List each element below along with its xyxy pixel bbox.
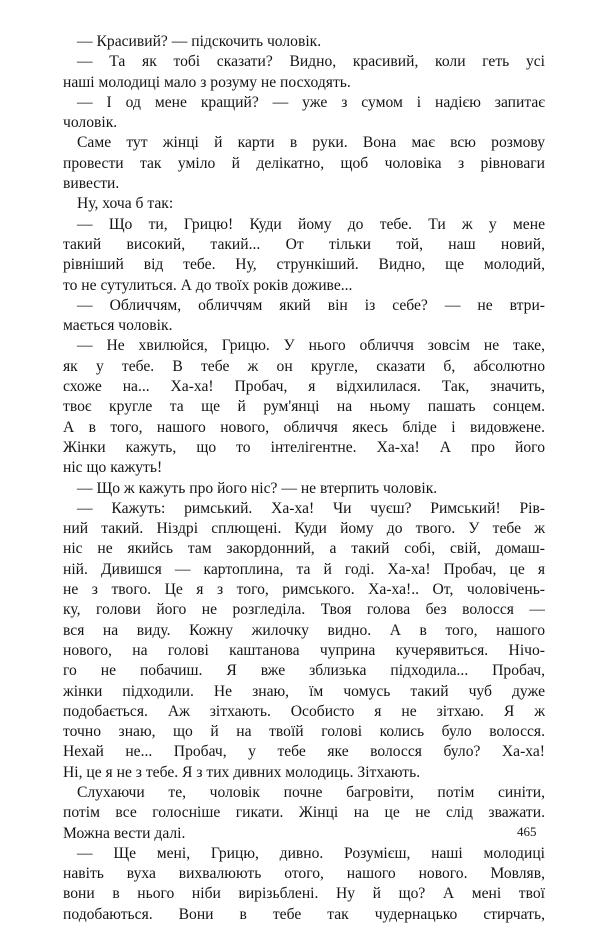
text-line: провести так уміло й делікатно, щоб чоловіка з рівноваги [63,154,545,172]
text-line: наші молодиці мало з розуму не посходять. [63,73,351,91]
text-line: подобається. Аж зітхають. Особисто я не зітхаю. Я ж [63,702,545,720]
text-line: такий високий, такий... От тільки той, наш новий, [63,235,545,253]
text-line: — Та як тобі сказати? Видно, красивий, коли геть усі [77,53,545,71]
text-line: Слухаючи те, чоловік почне багровіти, потім синіти, [77,783,545,801]
text-line: А в того, нашого нового, обличчя якесь бліде і видовжене. [63,418,545,436]
text-line: нового, на голові каштанова чуприна кучерявиться. Нічо- [63,641,545,659]
text-line: Ну, хоча б так: [77,195,174,213]
text-line: — Кажуть: римський. Ха-ха! Чи чуєш? Римський! Рів- [77,499,545,517]
text-line: подобаються. Вони в тебе так чудернацько стирчать, [63,905,545,923]
text-line: Ні, це я не з тебе. Я з тих дивних молодиць. Зітхають. [63,763,421,781]
text-line: не з твого. Це я з того, римського. Ха-ха!.. От, чоловічень- [63,581,545,599]
text-line: вся на виду. Кожну жилочку видно. А в того, нашого [63,621,545,639]
text-line: мається чоловік. [63,317,173,335]
text-line: ніс не якийсь там закордонний, а такий собі, свій, домаш- [63,540,545,558]
text-line: ній. Дивишся — картоплина, та й годі. Ха-ха! Пробач, це я [63,560,545,578]
text-line: — Що ти, Грицю! Куди йому до тебе. Ти ж у мене [77,215,545,233]
text-line: — Ще мені, Грицю, дивно. Розумієш, наші молодиці [77,844,545,862]
text-line: як у тебе. В тебе ж он кругле, сказати б, абсолютно [63,357,545,375]
page-number: 465 [517,824,537,839]
text-line: — Не хвилюйся, Грицю. У нього обличчя зовсім не таке, [77,337,545,355]
text-line: — Що ж кажуть про його ніс? — не втерпить чоловік. [77,479,438,497]
text-line: вони в нього ніби вирізьблені. Ну й що? А мені твої [63,885,545,903]
text-line: навіть вуха вихвалюють отого, нашого нового. Мовляв, [63,865,545,883]
text-line: ніс що кажуть! [63,459,163,477]
text-line: потім все голосніше гикати. Жінці на це не слід зважати. [63,804,545,822]
text-line: — Красивий? — підскочить чоловік. [77,33,322,50]
text-line: Жінки кажуть, що то інтелігентне. Ха-ха! А про його [63,438,545,456]
text-line: го не побачиш. Я вже зблизька підходила... Пробач, [63,662,545,680]
text-line: точно знаю, що й на твоїй голові колись було волосся. [63,723,545,741]
text-line: — І од мене кращий? — уже з сумом і надією запитає [77,93,545,111]
text-line: схоже на... Ха-ха! Пробач, я відхилилася. Так, значить, [63,378,545,396]
text-line: твоє кругле та ще й рум'янці на ньому пашать сонцем. [63,398,545,416]
text-line: ку, голови його не розгледіла. Твоя голова без волосся — [63,601,545,619]
text-line: Нехай не... Пробач, у тебе яке волосся було? Ха-ха! [63,743,545,761]
text-line: — Обличчям, обличчям який він із себе? — не втри- [77,296,545,314]
text-line: то не сутулиться. А до твоїх років доживе... [63,276,353,294]
text-line: Можна вести далі. [63,824,186,842]
text-line: чоловік. [63,114,118,132]
book-page-text [63,32,545,925]
text-line: ний такий. Ніздрі сплющені. Куди йому до твого. У тебе ж [63,520,545,538]
text-line: жінки підходили. Не знаю, їм чомусь такий чуб дуже [63,682,545,700]
text-line: вивести. [63,175,120,193]
text-line: Саме тут жінці й карти в руки. Вона має всю розмову [77,134,545,152]
text-line: рівніший від тебе. Ну, стрункіший. Видно, ще молодий, [63,256,545,274]
